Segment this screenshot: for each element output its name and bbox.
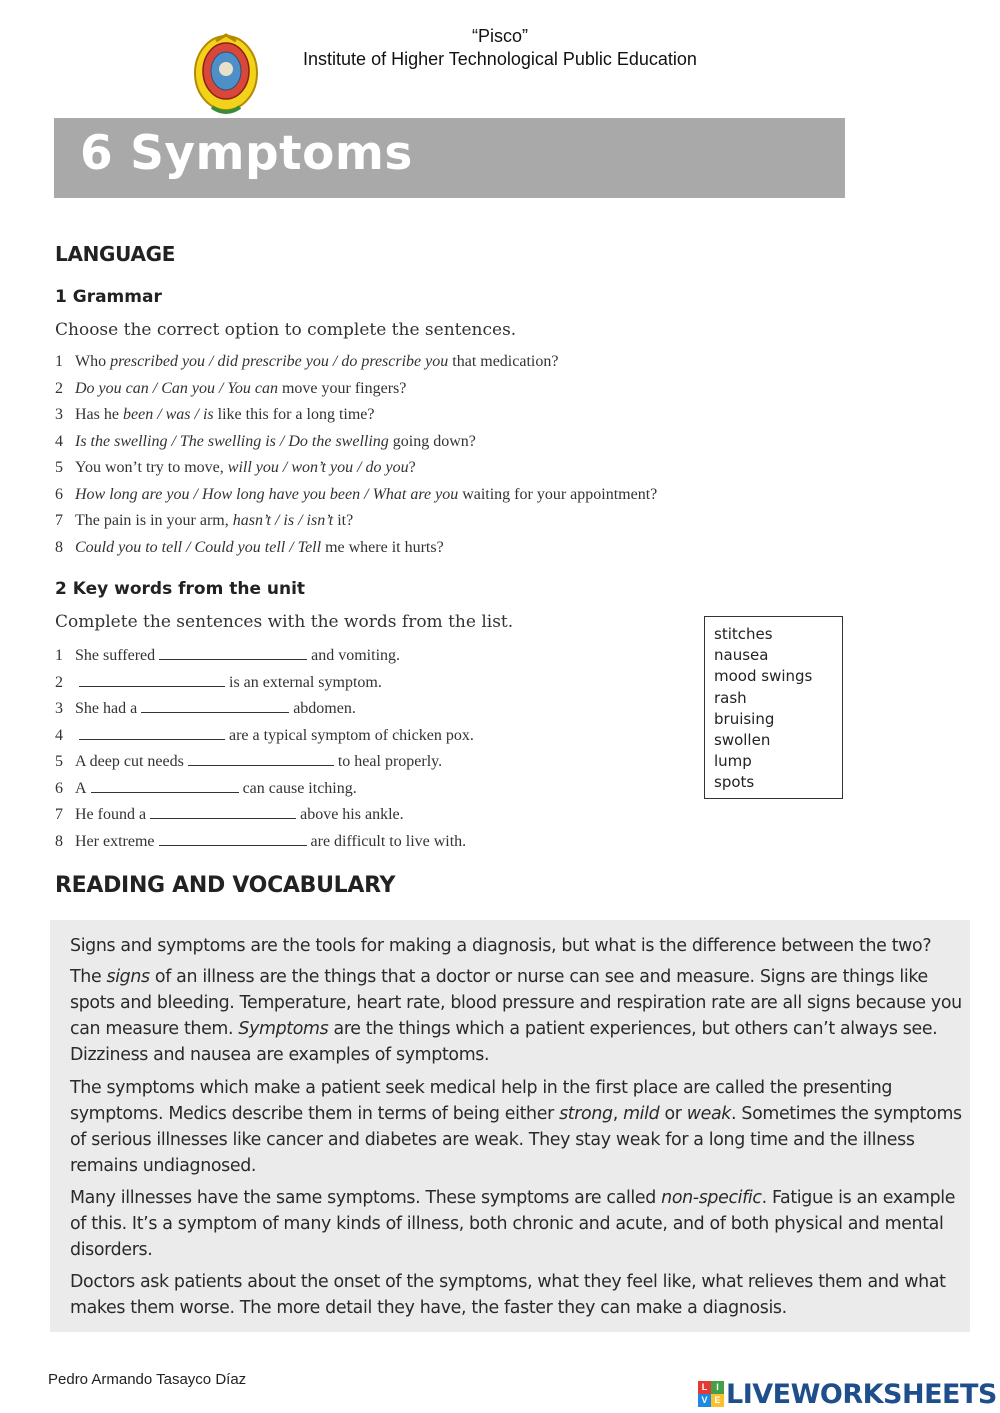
keyword-sentence: 8 Her extreme are difficult to live with. — [55, 833, 467, 850]
reading-paragraph-3: The symptoms which make a patient seek medical help in the first place are called the presenting symptoms. Medics describe them in terms of being either strong, mild or weak. Sometimes the symptoms of serious illnesses like cancer and diabetes are weak. They stay weak for a long time and the illness remains undiagnosed. — [70, 1078, 962, 1176]
answer-options[interactable]: prescribed you / did prescribe you / do prescribe you — [110, 353, 449, 370]
answer-options[interactable]: will you / won’t you / do you — [227, 459, 409, 476]
answer-options[interactable]: been / was / is — [122, 406, 214, 423]
reading-heading: READING AND VOCABULARY — [55, 873, 396, 898]
keywords-instruction: Complete the sentences with the words from the list. — [55, 612, 514, 632]
grammar-question: 3 Has he been / was / is like this for a long time? — [55, 406, 375, 423]
reading-paragraph-4: Many illnesses have the same symptoms. These symptoms are called non-specific. Fatigue is an example of this. It’s a symptom of many kinds of illness, both chronic and acute, and of both physical and mental disorders. — [70, 1188, 956, 1260]
grammar-question: 6 How long are you / How long have you been / What are you waiting for your appointment? — [55, 486, 658, 503]
answer-blank[interactable] — [159, 645, 307, 660]
grammar-question: 8 Could you to tell / Could you tell / Tell me where it hurts? — [55, 539, 444, 556]
grammar-question: 1 Who prescribed you / did prescribe you / do prescribe you that medication? — [55, 353, 559, 370]
answer-options[interactable]: Is the swelling / The swelling is / Do the swelling — [75, 433, 389, 450]
word-list-item: nausea — [714, 646, 769, 665]
keyword-sentence: 6 A can cause itching. — [55, 780, 357, 797]
reading-paragraph-2: The signs of an illness are the things that a doctor or nurse can see and measure. Signs are things like spots and bleeding. Temperature, heart rate, blood pressure and respiration rate are all signs because you can measure them. Symptoms are the things which a patient experiences, but others can’t always see. Dizziness and nausea are examples of symptoms. — [70, 967, 962, 1065]
institute-name-line1: “Pisco” — [471, 26, 528, 46]
word-list-item: rash — [714, 688, 747, 707]
institute-seal-logo — [192, 33, 260, 117]
keyword-sentence: 7 He found a above his ankle. — [55, 806, 404, 823]
answer-options[interactable]: Could you to tell / Could you tell / Tell — [75, 539, 322, 556]
word-list-item: lump — [714, 752, 752, 771]
keywords-heading: 2 Key words from the unit — [55, 579, 306, 599]
liveworksheets-icon: L I V E — [698, 1381, 724, 1407]
reading-paragraph-5: Doctors ask patients about the onset of the symptoms, what they feel like, what relieves them and what makes them worse. The more detail they have, the faster they can make a diagnosis. — [70, 1272, 946, 1318]
grammar-question: 5 You won’t try to move, will you / won’t you / do you? — [55, 459, 416, 476]
word-list-item: mood swings — [714, 667, 813, 686]
answer-options[interactable]: Do you can / Can you / You can — [75, 380, 278, 397]
keyword-sentence: 5 A deep cut needs to heal properly. — [55, 753, 443, 770]
answer-blank[interactable] — [188, 751, 334, 766]
grammar-question: 7 The pain is in your arm, hasn’t / is / isn’t it? — [55, 512, 354, 529]
grammar-heading: 1 Grammar — [55, 287, 162, 307]
language-heading: LANGUAGE — [55, 242, 176, 266]
answer-options[interactable]: How long are you / How long have you been / What are you — [75, 486, 459, 503]
word-list-item: stitches — [714, 625, 773, 643]
keyword-sentence: 3 She had a abdomen. — [55, 700, 356, 717]
institute-name-line2: Institute of Higher Technological Public Education — [303, 49, 697, 69]
author-name: Pedro Armando Tasayco Díaz — [48, 1371, 247, 1388]
answer-blank[interactable] — [150, 804, 296, 819]
liveworksheets-logo[interactable] — [698, 1377, 997, 1411]
grammar-question: 4 Is the swelling / The swelling is / Do the swelling going down? — [55, 433, 476, 450]
grammar-instruction: Choose the correct option to complete the sentences. — [55, 320, 517, 340]
reading-passage — [50, 920, 970, 1332]
grammar-question: 2 Do you can / Can you / You can move your fingers? — [55, 380, 407, 397]
reading-paragraph-1: Signs and symptoms are the tools for making a diagnosis, but what is the difference between the two? — [70, 936, 932, 956]
word-list-item: bruising — [714, 709, 775, 728]
keyword-sentence: 4 are a typical symptom of chicken pox. — [55, 727, 474, 744]
answer-blank[interactable] — [79, 725, 225, 740]
answer-blank[interactable] — [159, 831, 307, 846]
keyword-sentence: 1 She suffered and vomiting. — [55, 647, 401, 664]
word-list-item: spots — [714, 773, 755, 792]
liveworksheets-brand: LIVEWORKSHEETS — [726, 1378, 997, 1410]
answer-blank[interactable] — [79, 672, 225, 687]
word-list-item: swollen — [714, 731, 771, 750]
unit-title-banner — [54, 118, 845, 198]
keyword-sentence: 2 is an external symptom. — [55, 674, 382, 691]
unit-title: 6 Symptoms — [80, 126, 413, 181]
answer-blank[interactable] — [141, 698, 289, 713]
word-list-box — [704, 616, 843, 799]
answer-options[interactable]: hasn’t / is / isn’t — [232, 512, 334, 529]
answer-blank[interactable] — [91, 778, 239, 793]
